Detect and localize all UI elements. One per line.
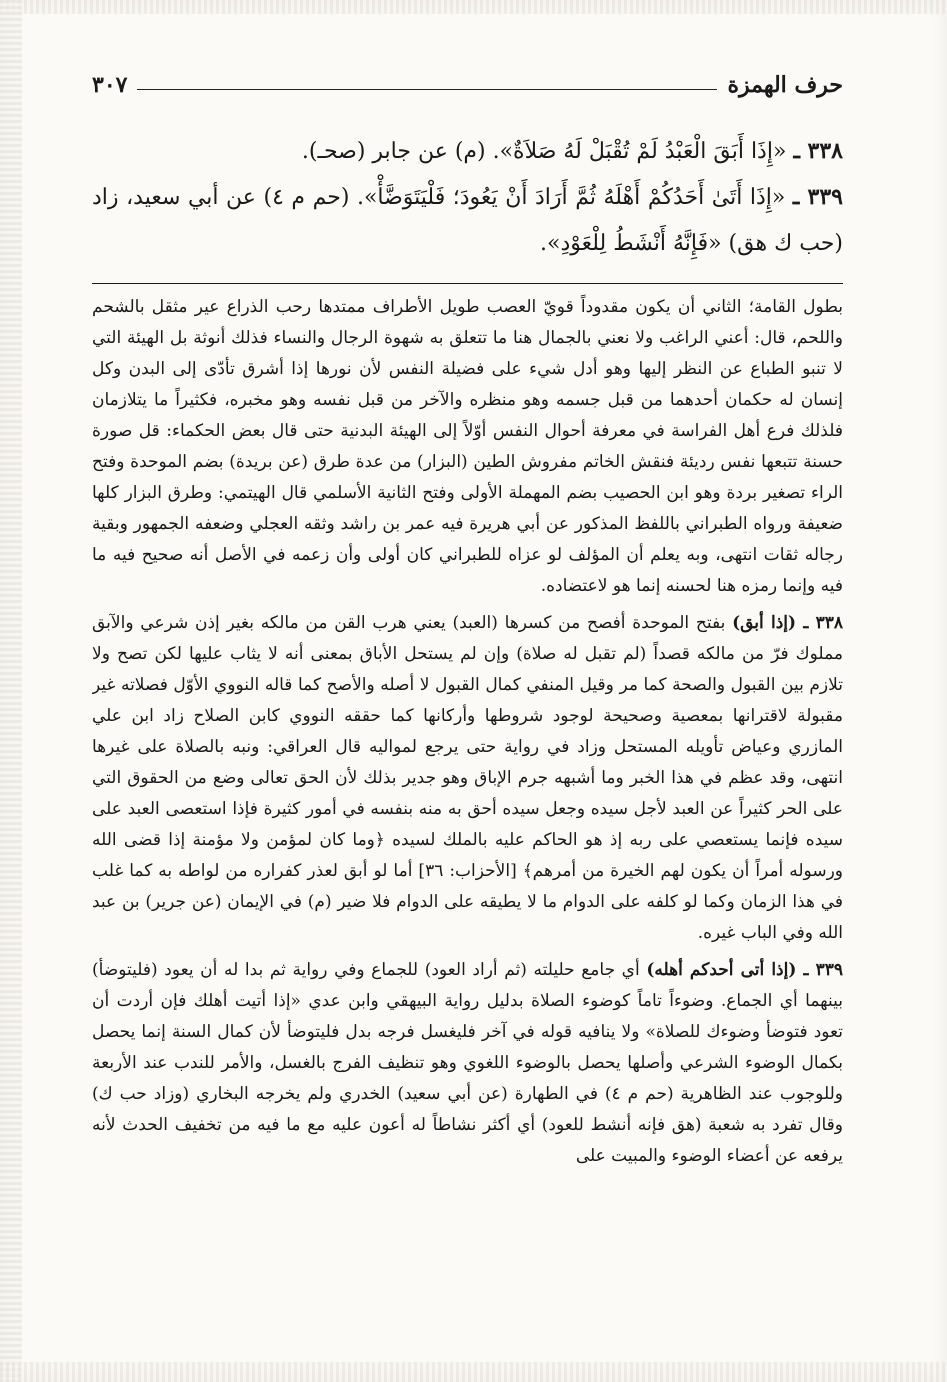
hadith-339 <box>92 174 843 267</box>
commentary-text: بطول القامة؛ الثاني أن يكون مقدوداً قويّ العصب طويل الأطراف ممتدها رحب الذراع عير مثقل بالشحم واللحم، قال: أعني الراغب ولا نعني بالجمال هنا ما تتعلق به شهوة الرجال والنساء فذلك أنوثة بل الهيئة التي لا تنبو الطباع عن النظر إليها وهو أدل شيء على فضيلة النفس لأن نورها إذا أشرق تأدّى إلى البدن وكل إنسان له حكمان أحدهما من قبل جسمه وهو منظره والآخر من قبل نفسه وهو مخبره، فكثيراً ما يتلازمان فلذلك فرع أهل الفراسة في معرفة أحوال النفس أوّلاً إلى الهيئة البدنية حتى قال بعض الحكماء: قل صورة حسنة تتبعها نفس رديئة فنقش الخاتم مفروش الطين (البزار) من عدة طرق (عن بريدة) بضم الموحدة وفتح الراء تصغير بردة وهو ابن الحصيب بضم المهملة الأولى وفتح الثانية الأسلمي قال الهيتمي: وطرق البزار كلها ضعيفة ورواه الطبراني باللفظ المذكور عن أبي هريرة فيه عمر بن راشد وثقه العجلي وضعفه الجمهور وبقية رجاله ثقات انتهى، وبه يعلم أن المؤلف لو عزاه للطبراني كان أولى وأن زعمه في الأصل أنه صحيح فيه ما فيه وإنما رمزه هنا لحسنه إنما هو لاعتضاده. <box>92 297 843 596</box>
commentary-paragraph <box>92 292 843 602</box>
commentary-lead: ٣٣٩ ـ (إذا أتى أحدكم أهله) <box>646 960 843 980</box>
commentary-paragraph <box>92 955 843 1172</box>
commentary-section <box>92 292 843 1352</box>
commentary-text: أي جامع حليلته (ثم أراد العود) للجماع وفي رواية ثم بدا له أن يعود (فليتوضأ) بينهما أي الجماع. وضوءاً تاماً كوضوء الصلاة بدليل رواية البيهقي وابن عدي «إذا أتيت أهلك فإن أردت أن تعود فتوضأ وضوءك للصلاة» ولا ينافيه قوله في آخر فليغسل فرجه بدل فليتوضأ لأن كمال السنة إنما يحصل بكمال الوضوء الشرعي وأصلها يحصل بالوضوء اللغوي وهو تنظيف الفرج بالغسل، والأمر للندب عند الأربعة وللوجوب عند الظاهرية (حم م ٤) في الطهارة (عن أبي سعيد) الخدري ولم يخرجه البخاري (وزاد حب ك) وقال تفرد به شعبة (هق فإنه أنشط للعود) أي أكثر نشاطاً له أعون عليه مع ما فيه من تخفيف الحدث لأنه يرفعه عن أعضاء الوضوء والمبيت على <box>92 960 843 1166</box>
running-header <box>92 64 843 98</box>
commentary-paragraph <box>92 608 843 949</box>
commentary-lead: ٣٣٨ ـ (إذا أبق) <box>732 613 843 633</box>
hadith-number: ٣٣٩ ـ <box>792 184 843 210</box>
hadith-text: «إِذَا أَتَىٰ أَحَدُكُمْ أَهْلَهُ ثُمَّ أَرَادَ أَنْ يَعُودَ؛ فَلْيَتَوَضَّأْ». (حم م ٤) عن أبي سعيد، زاد (حب ك هق) «فَإِنَّهُ أَنْشَطُ لِلْعَوْدِ». <box>92 185 843 256</box>
footnote-divider <box>92 283 843 284</box>
commentary-text: بفتح الموحدة أفصح من كسرها (العبد) يعني هرب القن من مالكه بغير إذن شرعي والآبق مملوك فرّ من مالكه قصداً (لم تقبل له صلاة) وإن لم يستحل الأباق بمعنى أنه لا يثاب عليها لكن تصح ولا تلازم بين القبول والصحة كما مر وقيل المنفي كمال القبول لا أصله والأصح كما قاله النووي الأوّل فصلاته غير مقبولة لاقترانها بمعصية وصحيحة لوجود شروطها وأركانها كما حققه النووي كابن الصلاح زاد ابن علي المازري وعياض تأويله المستحل وزاد في رواية حتى يرجع لمواليه قال العراقي: ونبه بالصلاة على غيرها انتهى، وقد عظم في هذا الخبر وما أشبهه جرم الإباق وهو جدير بذلك لأن الحق تعالى وضع من الحقوق التي على الحر كثيراً عن العبد لأجل سيده وجعل سيده أحق به منه بنفسه في أمور كثيرة فإذا استعصى العبد على سيده فإنما يستعصي على ربه إذ هو الحاكم عليه بالملك لسيده ﴿وما كان لمؤمن ولا مؤمنة إذا قضى الله ورسوله أمراً أن يكون لهم الخيرة من أمرهم﴾ [الأحزاب: ٣٦] أما لو أبق لعذر كفراره من لواطه به كما غلب في هذا الزمان وكما لو كلفه على الدوام ما لا يطيقه على الدوام فلا ضير (م) في الإيمان (عن جرير) بن عبد الله وفي الباب غيره. <box>92 613 843 943</box>
chapter-title: حرف الهمزة <box>727 72 843 98</box>
hadith-number: ٣٣٨ ـ <box>793 138 843 164</box>
scan-edge-left <box>0 0 22 1382</box>
header-rule <box>137 89 717 90</box>
scan-edge-bottom <box>0 1362 947 1382</box>
page-number: ٣٠٧ <box>92 72 128 98</box>
scan-edge-top <box>0 0 947 14</box>
hadith-338 <box>92 128 843 175</box>
hadith-text: «إِذَا أَبَقَ الْعَبْدُ لَمْ تُقْبَلْ لَهُ صَلاَةٌ». (م) عن جابر (صحـ). <box>301 139 787 164</box>
